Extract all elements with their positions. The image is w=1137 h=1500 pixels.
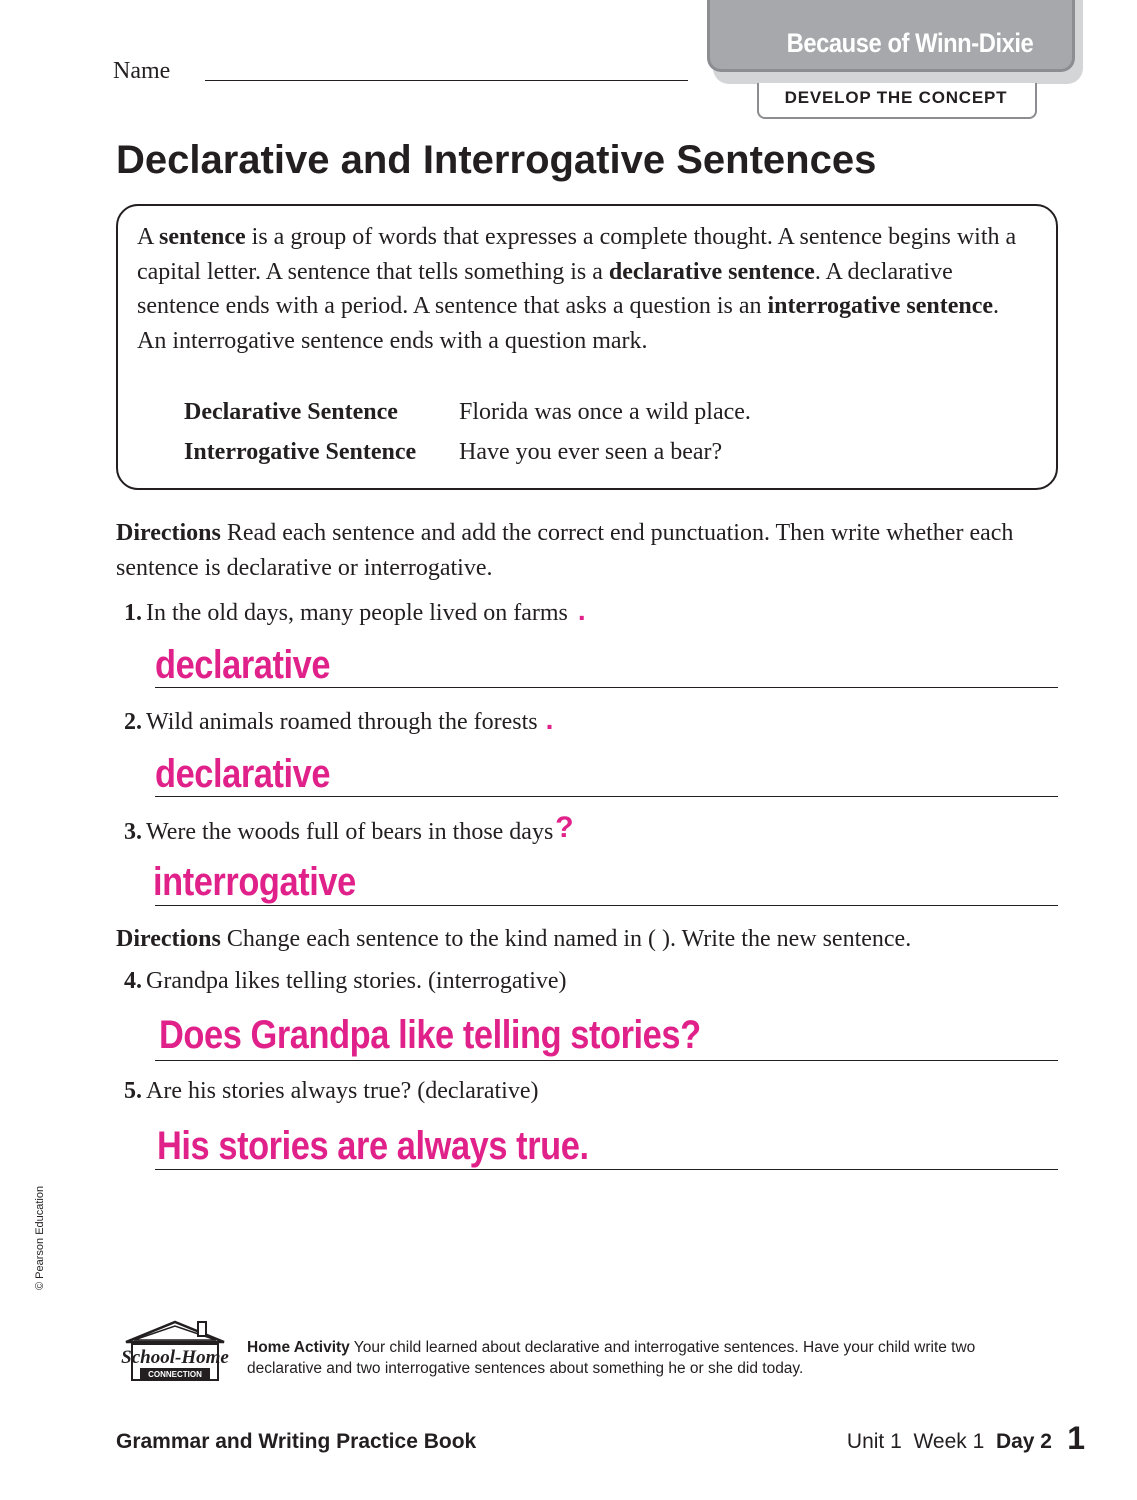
example-label-declarative: Declarative Sentence bbox=[184, 399, 398, 425]
item-text: Grandpa likes telling stories. (interrogative) bbox=[146, 968, 567, 994]
punct-answer: ? bbox=[555, 811, 574, 844]
rule-text: A sentence is a group of words that expresses a complete thought. A sentence begins with a capital letter. A sentence that tells something is a declarative sentence. A declarative sentence ends with a period. A sentence that asks a question is an interrogative sentence. An interrogative sentence ends with a question mark. bbox=[137, 224, 1017, 354]
name-line[interactable] bbox=[205, 80, 688, 81]
answer-line[interactable] bbox=[155, 905, 1058, 906]
exercise-item bbox=[124, 1078, 539, 1105]
exercise-item bbox=[124, 595, 586, 627]
answer-text: Does Grandpa like telling stories? bbox=[159, 1013, 701, 1057]
item-text: Wild animals roamed through the forests bbox=[146, 709, 538, 735]
house-icon bbox=[112, 1318, 238, 1394]
answer-text: declarative bbox=[155, 752, 331, 796]
term-interrogative: interrogative sentence bbox=[767, 293, 993, 319]
answer-line[interactable] bbox=[155, 1169, 1058, 1170]
home-activity: Home Activity Your child learned about declarative and interrogative sentences. Have your child write two declarative and two interrogative sentences about something he or she did today. bbox=[247, 1339, 976, 1377]
unit-week-day: Unit 1 Week 1 Day 2 bbox=[846, 1430, 1052, 1453]
exercise-item bbox=[124, 704, 553, 736]
term-declarative: declarative sentence bbox=[608, 258, 815, 285]
item-number: 3. bbox=[124, 819, 142, 845]
answer-text: declarative bbox=[155, 643, 331, 687]
answer-line[interactable] bbox=[155, 687, 1058, 688]
concept-label: DEVELOP THE CONCEPT bbox=[784, 88, 1008, 107]
item-number: 4. bbox=[124, 968, 142, 994]
term-sentence: sentence bbox=[159, 224, 246, 250]
svg-text:CONNECTION: CONNECTION bbox=[148, 1370, 202, 1379]
copyright-note: © Pearson Education bbox=[34, 1185, 46, 1290]
name-label: Name bbox=[113, 58, 171, 84]
school-home-logo bbox=[112, 1318, 238, 1394]
directions-2: Directions Change each sentence to the kind named in ( ). Write the new sentence. bbox=[116, 926, 912, 952]
item-number: 2. bbox=[124, 709, 142, 735]
answer-text: interrogative bbox=[153, 860, 356, 904]
punct-answer: . bbox=[545, 704, 554, 735]
directions-1: Directions Read each sentence and add the correct end punctuation. Then write whether each sentence is declarative or interrogative. bbox=[116, 520, 1014, 581]
example-label-interrogative: Interrogative Sentence bbox=[184, 439, 417, 465]
item-number: 1. bbox=[124, 600, 142, 626]
item-text: Were the woods full of bears in those days bbox=[146, 819, 554, 845]
story-title: Because of Winn-Dixie bbox=[786, 28, 1033, 58]
exercise-item bbox=[124, 813, 574, 847]
example-text-interrogative: Have you ever seen a bear? bbox=[459, 439, 723, 465]
page-title: Declarative and Interrogative Sentences bbox=[116, 138, 877, 182]
answer-line[interactable] bbox=[155, 796, 1058, 797]
example-text-declarative: Florida was once a wild place. bbox=[459, 399, 751, 425]
answer-text: His stories are always true. bbox=[157, 1124, 589, 1168]
answer-line[interactable] bbox=[155, 1060, 1058, 1061]
item-text: Are his stories always true? (declarative) bbox=[146, 1078, 539, 1104]
book-title: Grammar and Writing Practice Book bbox=[116, 1430, 477, 1453]
punct-answer: . bbox=[577, 595, 586, 626]
page-number: 1 bbox=[1067, 1420, 1085, 1456]
item-number: 5. bbox=[124, 1078, 142, 1104]
exercise-item bbox=[124, 968, 567, 995]
item-text: In the old days, many people lived on farms bbox=[146, 600, 568, 626]
svg-text:School-Home: School-Home bbox=[121, 1347, 229, 1368]
